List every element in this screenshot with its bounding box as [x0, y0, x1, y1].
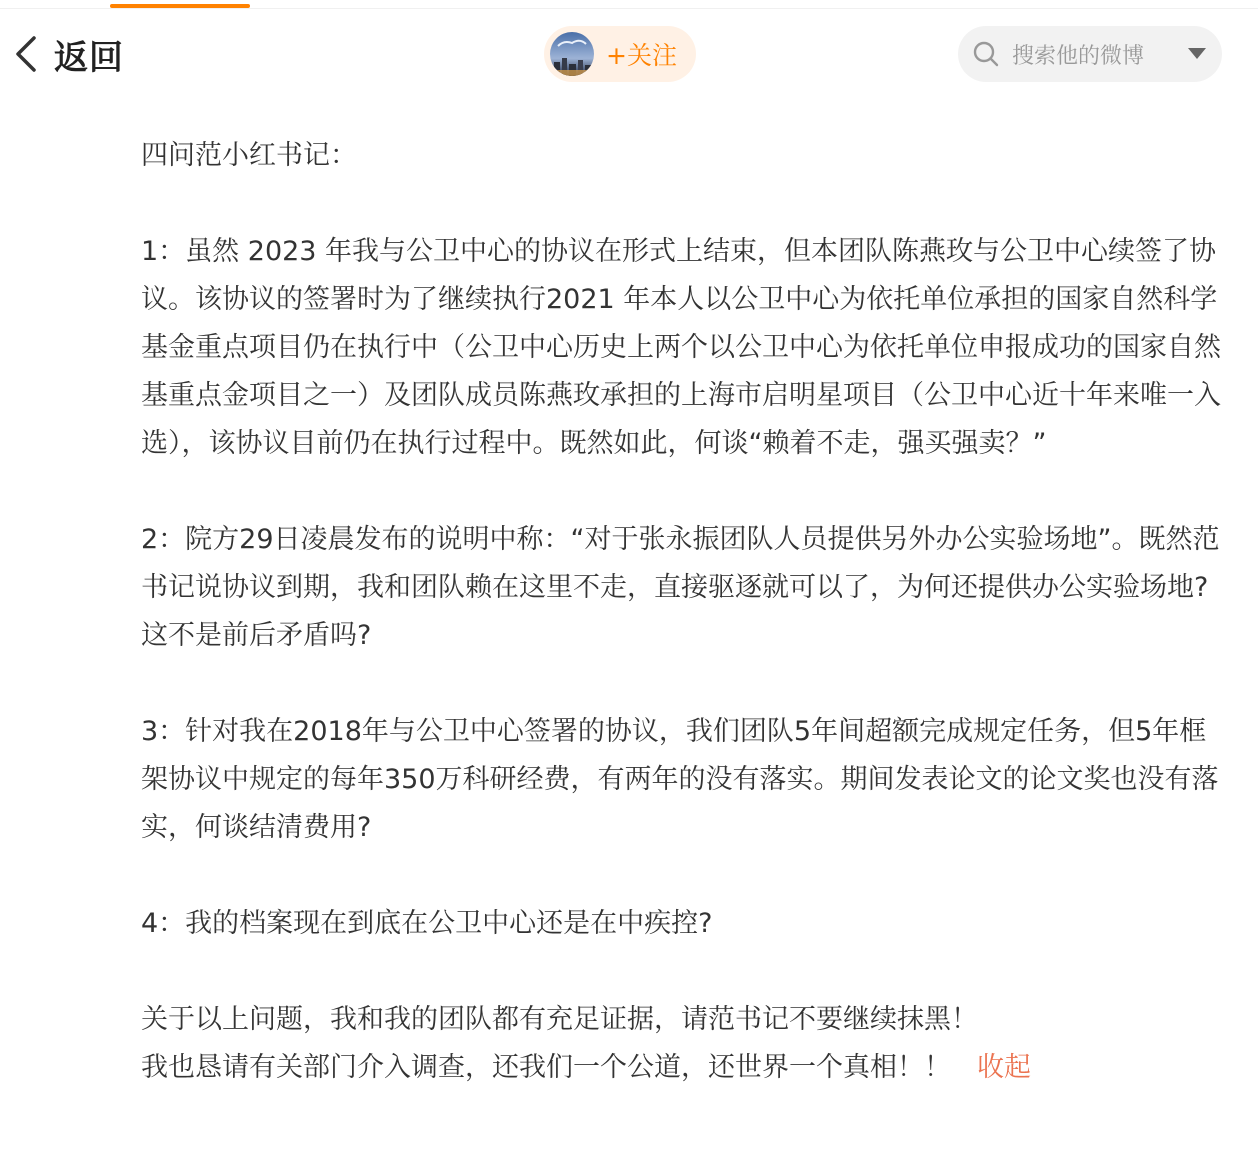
- closing-line-2-text: 我也恳请有关部门介入调查，还我们一个公道，还世界一个真相！！: [141, 1052, 951, 1083]
- collapse-link[interactable]: 收起: [977, 1052, 1031, 1083]
- follow-button[interactable]: [544, 26, 696, 82]
- post-title: 四问范小红书记：: [141, 140, 357, 171]
- follow-label: +关注: [606, 41, 677, 70]
- search-input[interactable]: 搜索他的微博: [1012, 43, 1145, 69]
- search-box[interactable]: [958, 26, 1222, 82]
- closing-line-1: 关于以上问题，我和我的团队都有充足证据，请范书记不要继续抹黑！: [141, 1004, 978, 1035]
- question-3: 3：针对我在2018年与公卫中心签署的协议，我们团队5年间超额完成规定任务，但5年框架协议中规定的每年350万科研经费，有两年的没有落实。期间发表论文的论文奖也没有落实，何谈结清费用?: [141, 716, 1219, 843]
- triangle-down-icon[interactable]: [1188, 48, 1206, 60]
- closing-line-2: [141, 1044, 1231, 1092]
- top-divider: [0, 8, 1258, 9]
- back-button[interactable]: [12, 30, 124, 78]
- question-2: 2：院方29日凌晨发布的说明中称：“对于张永振团队人员提供另外办公实验场地”。既然范书记说协议到期，我和团队赖在这里不走，直接驱逐就可以了，为何还提供办公实验场地?这不是前后矛盾吗?: [141, 524, 1220, 651]
- back-label: 返回: [54, 37, 124, 78]
- question-4: 4：我的档案现在到底在公卫中心还是在中疾控?: [141, 908, 713, 939]
- top-bar: [0, 10, 1258, 100]
- search-icon: [972, 40, 1000, 68]
- post-body: [141, 132, 1231, 1092]
- chevron-left-icon: [12, 34, 42, 74]
- question-1: 1：虽然 2023 年我与公卫中心的协议在形式上结束，但本团队陈燕玫与公卫中心续签了协议。该协议的签署时为了继续执行2021 年本人以公卫中心为依托单位承担的国家自然科学基金重点项目仍在执行中（公卫中心历史上两个以公卫中心为依托单位申报成功的国家自然基重点金项目之一）及团队成员陈燕玫承担的上海市启明星项目（公卫中心近十年来唯一入选），该协议目前仍在执行过程中。既然如此，何谈“赖着不走，强买强卖？”: [141, 236, 1221, 459]
- avatar[interactable]: [550, 32, 594, 76]
